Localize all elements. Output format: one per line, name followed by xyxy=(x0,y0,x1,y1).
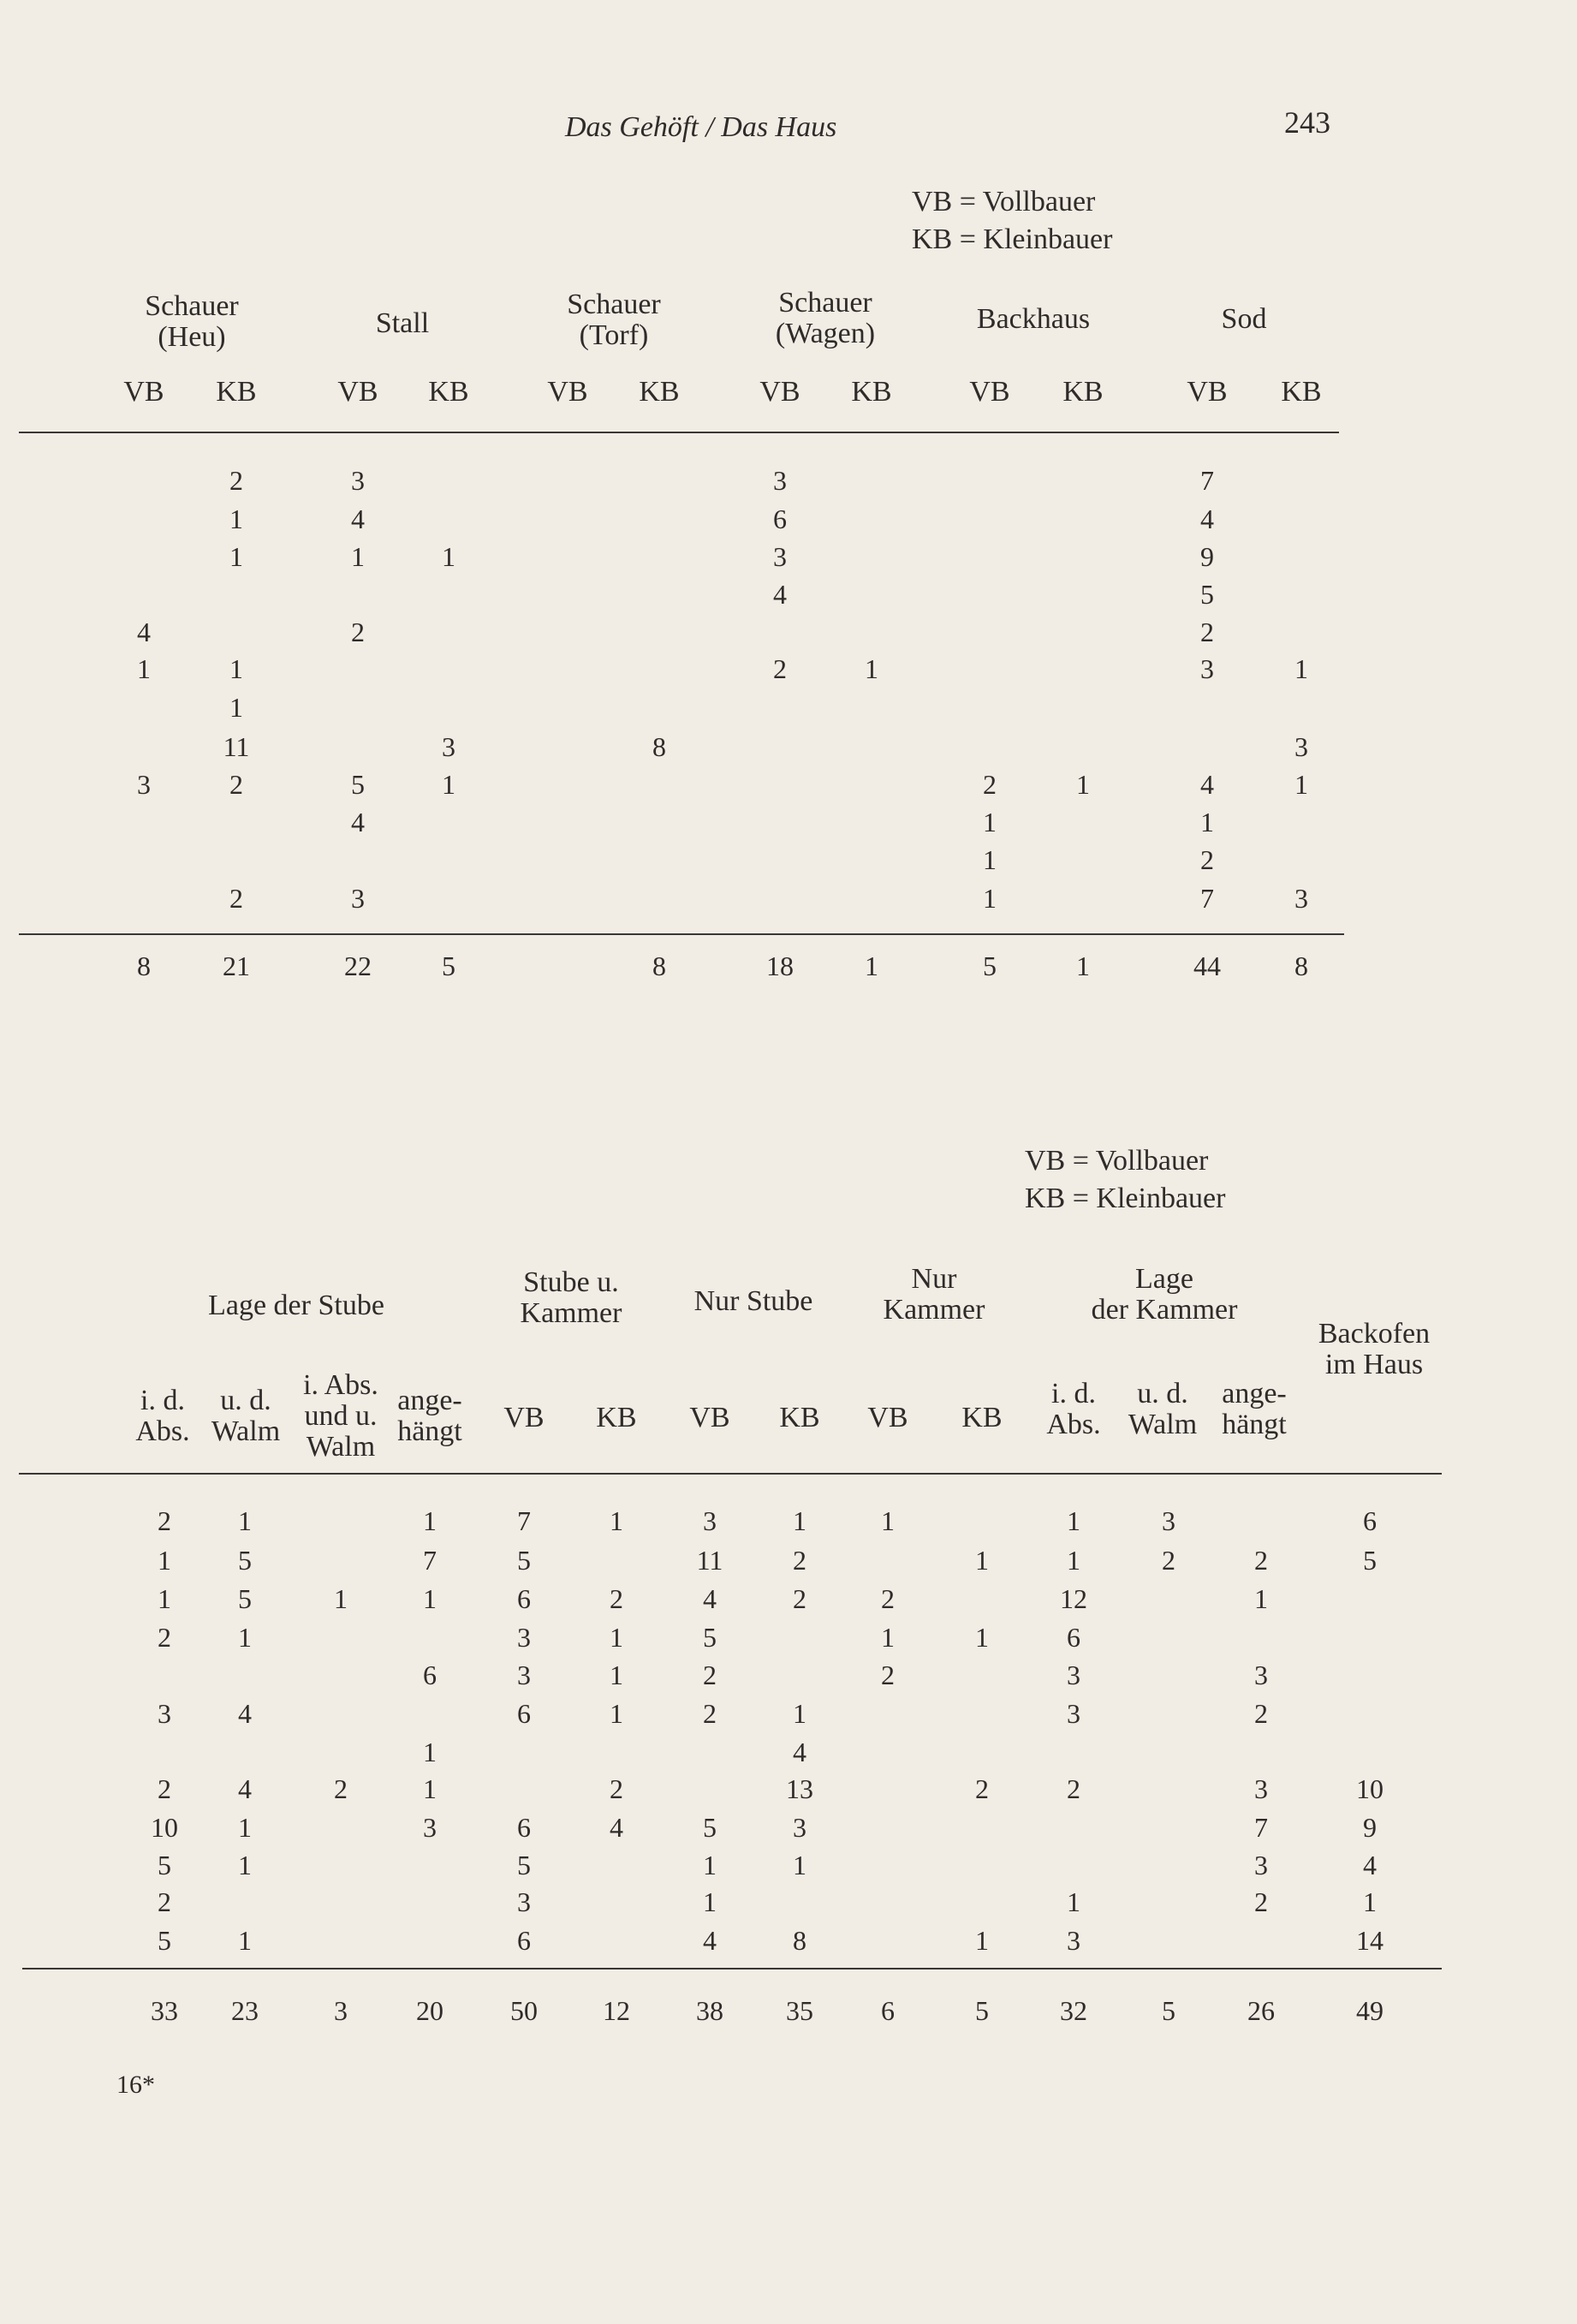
table-cell: 5 xyxy=(351,769,365,800)
total-cell: 12 xyxy=(603,1995,630,2026)
table-cell: 4 xyxy=(238,1773,252,1804)
table-cell: 1 xyxy=(423,1773,437,1804)
total-cell: 23 xyxy=(231,1995,259,2026)
table-cell: 6 xyxy=(1363,1505,1377,1536)
table-cell: 1 xyxy=(975,1925,989,1956)
table-cell: 4 xyxy=(1200,504,1214,534)
table-cell: 3 xyxy=(442,731,455,762)
table-cell: 1 xyxy=(881,1505,895,1536)
table-cell: 1 xyxy=(975,1622,989,1653)
table-cell: 2 xyxy=(610,1773,623,1804)
table-cell: 2 xyxy=(1200,617,1214,647)
table2-header-rule xyxy=(19,1473,1442,1475)
table1-subheader: KB xyxy=(1062,376,1104,408)
table-cell: 1 xyxy=(793,1698,806,1729)
table-cell: 2 xyxy=(158,1886,171,1917)
table-cell: 2 xyxy=(158,1773,171,1804)
table-cell: 5 xyxy=(1363,1545,1377,1576)
table-cell: 1 xyxy=(1294,769,1308,800)
table-cell: 3 xyxy=(517,1622,531,1653)
table-cell: 1 xyxy=(238,1850,252,1880)
table-cell: 1 xyxy=(238,1812,252,1843)
table-cell: 4 xyxy=(238,1698,252,1729)
table-cell: 5 xyxy=(158,1925,171,1956)
table-cell: 3 xyxy=(773,465,787,496)
table-cell: 1 xyxy=(610,1505,623,1536)
table-cell: 5 xyxy=(517,1545,531,1576)
table-cell: 1 xyxy=(881,1622,895,1653)
table1-group-header: Schauer (Wagen) xyxy=(775,287,876,349)
total-cell: 8 xyxy=(1294,950,1308,981)
page-number: 243 xyxy=(1284,105,1330,140)
table2-total-rule xyxy=(22,1968,1442,1969)
total-cell: 33 xyxy=(151,1995,178,2026)
table-cell: 6 xyxy=(773,504,787,534)
table-cell: 2 xyxy=(158,1505,171,1536)
table2-subheader: ange- hängt xyxy=(397,1385,462,1447)
table-cell: 6 xyxy=(517,1925,531,1956)
table1-group-header: Schauer (Heu) xyxy=(145,290,239,353)
table-cell: 1 xyxy=(351,541,365,572)
table-cell: 1 xyxy=(983,807,997,837)
total-cell: 38 xyxy=(696,1995,723,2026)
table2-subheader: ange- hängt xyxy=(1222,1378,1287,1440)
table-cell: 9 xyxy=(1200,541,1214,572)
table-cell: 3 xyxy=(1294,883,1308,914)
table-cell: 1 xyxy=(610,1660,623,1690)
table-cell: 4 xyxy=(1200,769,1214,800)
table-cell: 1 xyxy=(1076,769,1090,800)
table-cell: 4 xyxy=(703,1925,717,1956)
table-cell: 1 xyxy=(1067,1545,1080,1576)
table-cell: 3 xyxy=(1067,1660,1080,1690)
table-cell: 2 xyxy=(334,1773,348,1804)
total-cell: 8 xyxy=(137,950,151,981)
table2-subheader: KB xyxy=(596,1402,637,1433)
table-cell: 7 xyxy=(423,1545,437,1576)
table-cell: 9 xyxy=(1363,1812,1377,1843)
table-cell: 4 xyxy=(351,504,365,534)
total-cell: 5 xyxy=(1162,1995,1175,2026)
table-cell: 11 xyxy=(223,731,250,762)
total-cell: 3 xyxy=(334,1995,348,2026)
table1-subheader: VB xyxy=(547,376,588,408)
table-cell: 12 xyxy=(1060,1583,1087,1614)
table-cell: 14 xyxy=(1356,1925,1384,1956)
table-cell: 4 xyxy=(773,579,787,610)
table-cell: 1 xyxy=(238,1925,252,1956)
table-cell: 2 xyxy=(703,1698,717,1729)
table-cell: 7 xyxy=(1254,1812,1268,1843)
table2-group-header: Backofen im Haus xyxy=(1318,1318,1431,1380)
table2-subheader: VB xyxy=(689,1402,730,1433)
table-cell: 1 xyxy=(703,1886,717,1917)
total-cell: 8 xyxy=(652,950,666,981)
table2-subheader: u. d. Walm xyxy=(1128,1378,1198,1440)
table-cell: 2 xyxy=(983,769,997,800)
total-cell: 50 xyxy=(510,1995,538,2026)
total-cell: 49 xyxy=(1356,1995,1384,2026)
total-cell: 22 xyxy=(344,950,372,981)
table-cell: 1 xyxy=(1067,1886,1080,1917)
table-cell: 6 xyxy=(517,1812,531,1843)
table-cell: 2 xyxy=(351,617,365,647)
table-cell: 2 xyxy=(881,1583,895,1614)
table-cell: 3 xyxy=(423,1812,437,1843)
table-cell: 1 xyxy=(865,653,878,684)
table-cell: 10 xyxy=(1356,1773,1384,1804)
table-cell: 2 xyxy=(1162,1545,1175,1576)
table-cell: 3 xyxy=(1162,1505,1175,1536)
table2-subheader: VB xyxy=(867,1402,908,1433)
table1-legend-kb: KB = Kleinbauer xyxy=(912,223,1113,255)
table2-group-header: Nur Kammer xyxy=(883,1263,985,1326)
table-cell: 3 xyxy=(1067,1925,1080,1956)
table-cell: 1 xyxy=(983,844,997,875)
table-cell: 1 xyxy=(334,1583,348,1614)
table1-group-header: Schauer (Torf) xyxy=(567,289,661,351)
table-cell: 2 xyxy=(793,1583,806,1614)
table1-total-rule xyxy=(19,933,1344,935)
table-cell: 4 xyxy=(351,807,365,837)
table2-subheader: i. d. Abs. xyxy=(1046,1378,1101,1440)
total-cell: 21 xyxy=(223,950,250,981)
table-cell: 1 xyxy=(610,1622,623,1653)
table-cell: 6 xyxy=(1067,1622,1080,1653)
table-cell: 4 xyxy=(703,1583,717,1614)
table-cell: 3 xyxy=(1067,1698,1080,1729)
table1-header-rule xyxy=(19,432,1339,433)
total-cell: 32 xyxy=(1060,1995,1087,2026)
table1-subheader: KB xyxy=(851,376,892,408)
table1-subheader: VB xyxy=(337,376,378,408)
table-cell: 1 xyxy=(442,769,455,800)
total-cell: 5 xyxy=(442,950,455,981)
table-cell: 6 xyxy=(423,1660,437,1690)
total-cell: 20 xyxy=(416,1995,443,2026)
table-cell: 7 xyxy=(1200,883,1214,914)
table2-subheader: KB xyxy=(961,1402,1003,1433)
table-cell: 2 xyxy=(1067,1773,1080,1804)
table-cell: 2 xyxy=(1254,1698,1268,1729)
table-cell: 3 xyxy=(517,1886,531,1917)
table-cell: 3 xyxy=(793,1812,806,1843)
table-cell: 1 xyxy=(793,1505,806,1536)
table-cell: 8 xyxy=(652,731,666,762)
folio-signature: 16* xyxy=(116,2071,155,2099)
table-cell: 2 xyxy=(1254,1886,1268,1917)
table-cell: 1 xyxy=(423,1737,437,1767)
table-cell: 5 xyxy=(238,1583,252,1614)
table2-subheader: i. Abs. und u. Walm xyxy=(303,1369,378,1463)
table-cell: 2 xyxy=(975,1773,989,1804)
table-cell: 2 xyxy=(229,465,243,496)
table-cell: 3 xyxy=(773,541,787,572)
table-cell: 2 xyxy=(158,1622,171,1653)
table-cell: 6 xyxy=(517,1698,531,1729)
table-cell: 1 xyxy=(229,504,243,534)
table-cell: 1 xyxy=(975,1545,989,1576)
table-cell: 2 xyxy=(1254,1545,1268,1576)
table-cell: 5 xyxy=(1200,579,1214,610)
table2-subheader: VB xyxy=(503,1402,545,1433)
table1-legend-vb: VB = Vollbauer xyxy=(912,186,1096,218)
table-cell: 3 xyxy=(703,1505,717,1536)
table2-group-header: Lage der Stube xyxy=(208,1290,384,1321)
table-cell: 1 xyxy=(793,1850,806,1880)
table-cell: 2 xyxy=(881,1660,895,1690)
table1-group-header: Stall xyxy=(375,307,430,339)
total-cell: 26 xyxy=(1247,1995,1275,2026)
table2-subheader: KB xyxy=(779,1402,820,1433)
table-cell: 1 xyxy=(442,541,455,572)
table-cell: 1 xyxy=(1363,1886,1377,1917)
table-cell: 5 xyxy=(158,1850,171,1880)
table-cell: 2 xyxy=(703,1660,717,1690)
table1-group-header: Backhaus xyxy=(976,303,1091,335)
total-cell: 35 xyxy=(786,1995,813,2026)
table2-legend-vb: VB = Vollbauer xyxy=(1025,1145,1209,1177)
total-cell: 5 xyxy=(983,950,997,981)
table-cell: 4 xyxy=(793,1737,806,1767)
table1-subheader: KB xyxy=(428,376,469,408)
table-cell: 1 xyxy=(158,1583,171,1614)
table-cell: 3 xyxy=(1254,1773,1268,1804)
table-cell: 1 xyxy=(137,653,151,684)
table2-subheader: u. d. Walm xyxy=(211,1385,281,1447)
table-cell: 1 xyxy=(238,1622,252,1653)
table2-group-header: Nur Stube xyxy=(693,1285,813,1317)
table1-subheader: VB xyxy=(969,376,1010,408)
table-cell: 4 xyxy=(610,1812,623,1843)
total-cell: 6 xyxy=(881,1995,895,2026)
table-cell: 1 xyxy=(229,653,243,684)
table-cell: 3 xyxy=(1254,1850,1268,1880)
table-cell: 13 xyxy=(786,1773,813,1804)
table-cell: 3 xyxy=(517,1660,531,1690)
table-cell: 8 xyxy=(793,1925,806,1956)
total-cell: 5 xyxy=(975,1995,989,2026)
table-cell: 11 xyxy=(696,1545,723,1576)
table-cell: 3 xyxy=(158,1698,171,1729)
table-cell: 4 xyxy=(137,617,151,647)
table-cell: 2 xyxy=(1200,844,1214,875)
table-cell: 2 xyxy=(610,1583,623,1614)
table-cell: 1 xyxy=(238,1505,252,1536)
table-cell: 1 xyxy=(1254,1583,1268,1614)
table-cell: 2 xyxy=(229,883,243,914)
table-cell: 1 xyxy=(703,1850,717,1880)
table-cell: 2 xyxy=(773,653,787,684)
table-cell: 4 xyxy=(1363,1850,1377,1880)
table-cell: 3 xyxy=(1200,653,1214,684)
table-cell: 1 xyxy=(158,1545,171,1576)
table1-subheader: VB xyxy=(123,376,164,408)
total-cell: 44 xyxy=(1193,950,1221,981)
table-cell: 3 xyxy=(351,465,365,496)
table-cell: 1 xyxy=(983,883,997,914)
table2-group-header: Lage der Kammer xyxy=(1091,1263,1238,1326)
total-cell: 1 xyxy=(865,950,878,981)
table-cell: 5 xyxy=(238,1545,252,1576)
table-cell: 5 xyxy=(703,1622,717,1653)
table1-subheader: VB xyxy=(759,376,800,408)
table1-group-header: Sod xyxy=(1221,303,1267,335)
table-cell: 5 xyxy=(517,1850,531,1880)
table-cell: 1 xyxy=(229,692,243,723)
table-cell: 3 xyxy=(137,769,151,800)
table1-subheader: KB xyxy=(639,376,680,408)
table-cell: 10 xyxy=(151,1812,178,1843)
table2-group-header: Stube u. Kammer xyxy=(520,1266,622,1329)
table-cell: 1 xyxy=(423,1505,437,1536)
table-cell: 1 xyxy=(610,1698,623,1729)
table-cell: 1 xyxy=(1200,807,1214,837)
table1-subheader: VB xyxy=(1187,376,1228,408)
table-cell: 7 xyxy=(1200,465,1214,496)
table1-subheader: KB xyxy=(216,376,257,408)
table2-legend-kb: KB = Kleinbauer xyxy=(1025,1183,1226,1214)
table2-subheader: i. d. Abs. xyxy=(135,1385,190,1447)
table-cell: 2 xyxy=(229,769,243,800)
table-cell: 3 xyxy=(1254,1660,1268,1690)
table-cell: 1 xyxy=(229,541,243,572)
table-cell: 6 xyxy=(517,1583,531,1614)
table-cell: 2 xyxy=(793,1545,806,1576)
table-cell: 3 xyxy=(1294,731,1308,762)
table-cell: 7 xyxy=(517,1505,531,1536)
total-cell: 1 xyxy=(1076,950,1090,981)
table-cell: 3 xyxy=(351,883,365,914)
running-head: Das Gehöft / Das Haus xyxy=(565,111,837,143)
table-cell: 1 xyxy=(1067,1505,1080,1536)
table1-subheader: KB xyxy=(1281,376,1322,408)
table-cell: 1 xyxy=(423,1583,437,1614)
table-cell: 1 xyxy=(1294,653,1308,684)
table-cell: 5 xyxy=(703,1812,717,1843)
total-cell: 18 xyxy=(766,950,794,981)
